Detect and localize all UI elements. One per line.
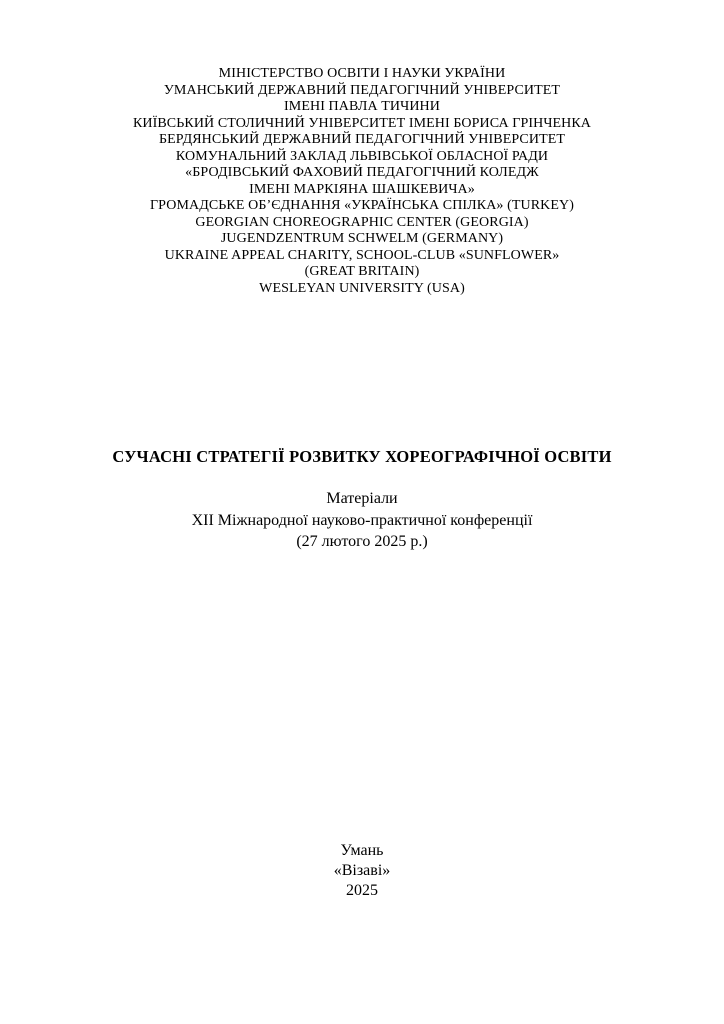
org-line: (GREAT BRITAIN) [304,264,420,279]
subtitle-line-conference: XII Міжнародної науково-практичної конференції [191,511,533,529]
imprint-city: Умань [340,842,384,859]
org-line: «БРОДІВСЬКИЙ ФАХОВИЙ ПЕДАГОГІЧНИЙ КОЛЕДЖ [185,165,539,180]
org-line: ГРОМАДСЬКЕ ОБ’ЄДНАННЯ «УКРАЇНСЬКА СПІЛКА» (TURKEY) [149,198,575,213]
org-line: УМАНСЬКИЙ ДЕРЖАВНИЙ ПЕДАГОГІЧНИЙ УНІВЕРСИТЕТ [163,82,561,98]
org-line: UKRAINE APPEAL CHARITY, SCHOOL-CLUB «SUNFLOWER» [164,247,560,263]
org-line: WESLEYAN UNIVERSITY (USA) [259,280,465,296]
imprint-publisher: «Візаві» [333,862,391,879]
org-line: JUGENDZENTRUM SCHWELM (GERMANY) [220,231,504,246]
conference-subtitle [62,488,662,553]
conference-title: СУЧАСНІ СТРАТЕГІЇ РОЗВИТКУ ХОРЕОГРАФІЧНОЇ ОСВІТИ [112,447,612,466]
subtitle-line-date: (27 лютого 2025 р.) [296,533,428,550]
org-line: ІМЕНІ ПАВЛА ТИЧИНИ [284,99,440,114]
org-line: GEORGIAN CHOREOGRAPHIC CENTER (GEORGIA) [195,214,529,230]
organizations-header [62,66,662,297]
imprint-year: 2025 [346,882,378,899]
subtitle-line-materials: Матеріали [326,490,398,507]
org-line: МІНІСТЕРСТВО ОСВІТИ І НАУКИ УКРАЇНИ [218,66,506,81]
org-line: БЕРДЯНСЬКИЙ ДЕРЖАВНИЙ ПЕДАГОГІЧНИЙ УНІВЕРСИТЕТ [158,132,566,147]
imprint [62,841,662,901]
org-line: ІМЕНІ МАРКІЯНА ШАШКЕВИЧА» [249,181,475,197]
org-line: КИЇВСЬКИЙ СТОЛИЧНИЙ УНІВЕРСИТЕТ ІМЕНІ БОРИСА ГРІНЧЕНКА [132,115,592,131]
org-line: КОМУНАЛЬНИЙ ЗАКЛАД ЛЬВІВСЬКОЇ ОБЛАСНОЇ РАДИ [175,148,549,164]
